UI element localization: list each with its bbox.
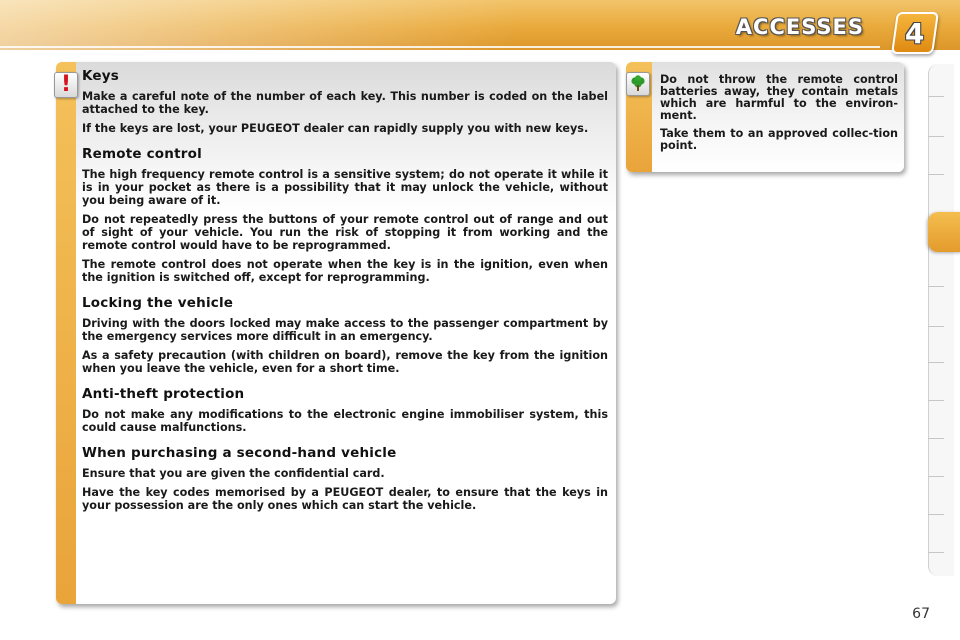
main-box-content	[82, 68, 608, 523]
section-paragraph: Do not make any modifications to the electronic engine immobiliser system, this could cause malfunctions.	[82, 408, 608, 434]
page-header	[0, 0, 960, 50]
eco-box-content	[660, 74, 898, 158]
section-paragraph: The high frequency remote control is a sensitive system; do not operate it while it is in your pocket as there is a possibility that it may unlock the vehicle, without you being aware of it.	[82, 168, 608, 207]
chapter-number-badge	[891, 12, 939, 54]
thumb-index-tab-active[interactable]	[928, 212, 960, 252]
header-divider-line	[0, 46, 880, 48]
thumb-index-divider	[928, 438, 944, 439]
thumb-index-divider	[928, 136, 944, 137]
section-paragraph: As a safety precaution (with children on board), remove the key from the ignition when you leave the vehicle, even for a short time.	[82, 349, 608, 375]
section-paragraph: The remote control does not operate when the key is in the ignition, even when the ignition is switched off, except for reprogramming.	[82, 258, 608, 284]
section-title: Keys	[82, 68, 120, 84]
section-paragraph: Make a careful note of the number of each key. This number is coded on the label attached to the key.	[82, 90, 608, 116]
section-title: When purchasing a second-hand vehicle	[82, 445, 397, 461]
chapter-title: ACCESSES	[735, 15, 864, 39]
eco-paragraph: Do not throw the remote control batteries away, they contain metals which are harmful to the environ-ment.	[660, 73, 898, 122]
environment-note-box	[626, 62, 904, 172]
section-keys	[82, 68, 608, 135]
section-locking-the-vehicle	[82, 295, 608, 375]
header-fade	[0, 0, 520, 50]
section-paragraph: Do not repeatedly press the buttons of your remote control out of range and out of sight of your vehicle. You run the risk of stopping it from working and the remote control would have to be reprogrammed.	[82, 213, 608, 252]
tree-icon	[629, 75, 647, 93]
section-paragraph: Driving with the doors locked may make access to the passenger compartment by the emergency services more difficult in an emergency.	[82, 317, 608, 343]
main-box-accent-strip	[56, 62, 76, 604]
chapter-thumb-index	[928, 64, 960, 576]
section-paragraph: If the keys are lost, your PEUGEOT dealer can rapidly supply you with new keys.	[82, 122, 589, 135]
thumb-index-divider	[928, 286, 944, 287]
section-title: Remote control	[82, 146, 202, 162]
section-second-hand-vehicle	[82, 445, 608, 512]
eco-paragraph: Take them to an approved collec-tion point.	[660, 127, 898, 152]
thumb-index-divider	[928, 552, 944, 553]
thumb-index-rail	[928, 64, 954, 576]
green-tree-eco-icon	[626, 72, 650, 96]
exclamation-warning-icon	[54, 72, 78, 98]
thumb-index-divider	[928, 400, 944, 401]
thumb-index-divider	[928, 476, 944, 477]
chapter-number: 4	[905, 16, 925, 50]
section-paragraph: Have the key codes memorised by a PEUGEOT dealer, to ensure that the keys in your possession are the only ones which can start the vehicle.	[82, 486, 608, 512]
page-number: 67	[912, 606, 930, 622]
thumb-index-divider	[928, 326, 944, 327]
thumb-index-divider	[928, 514, 944, 515]
section-paragraph: Ensure that you are given the confidential card.	[82, 467, 385, 480]
thumb-index-divider	[928, 174, 944, 175]
section-anti-theft-protection	[82, 386, 608, 434]
warning-symbol: !	[60, 72, 72, 97]
thumb-index-divider	[928, 362, 944, 363]
section-title: Locking the vehicle	[82, 295, 234, 311]
section-title: Anti-theft protection	[82, 386, 245, 402]
main-info-box	[56, 62, 616, 604]
section-remote-control	[82, 146, 608, 284]
thumb-index-divider	[928, 96, 944, 97]
